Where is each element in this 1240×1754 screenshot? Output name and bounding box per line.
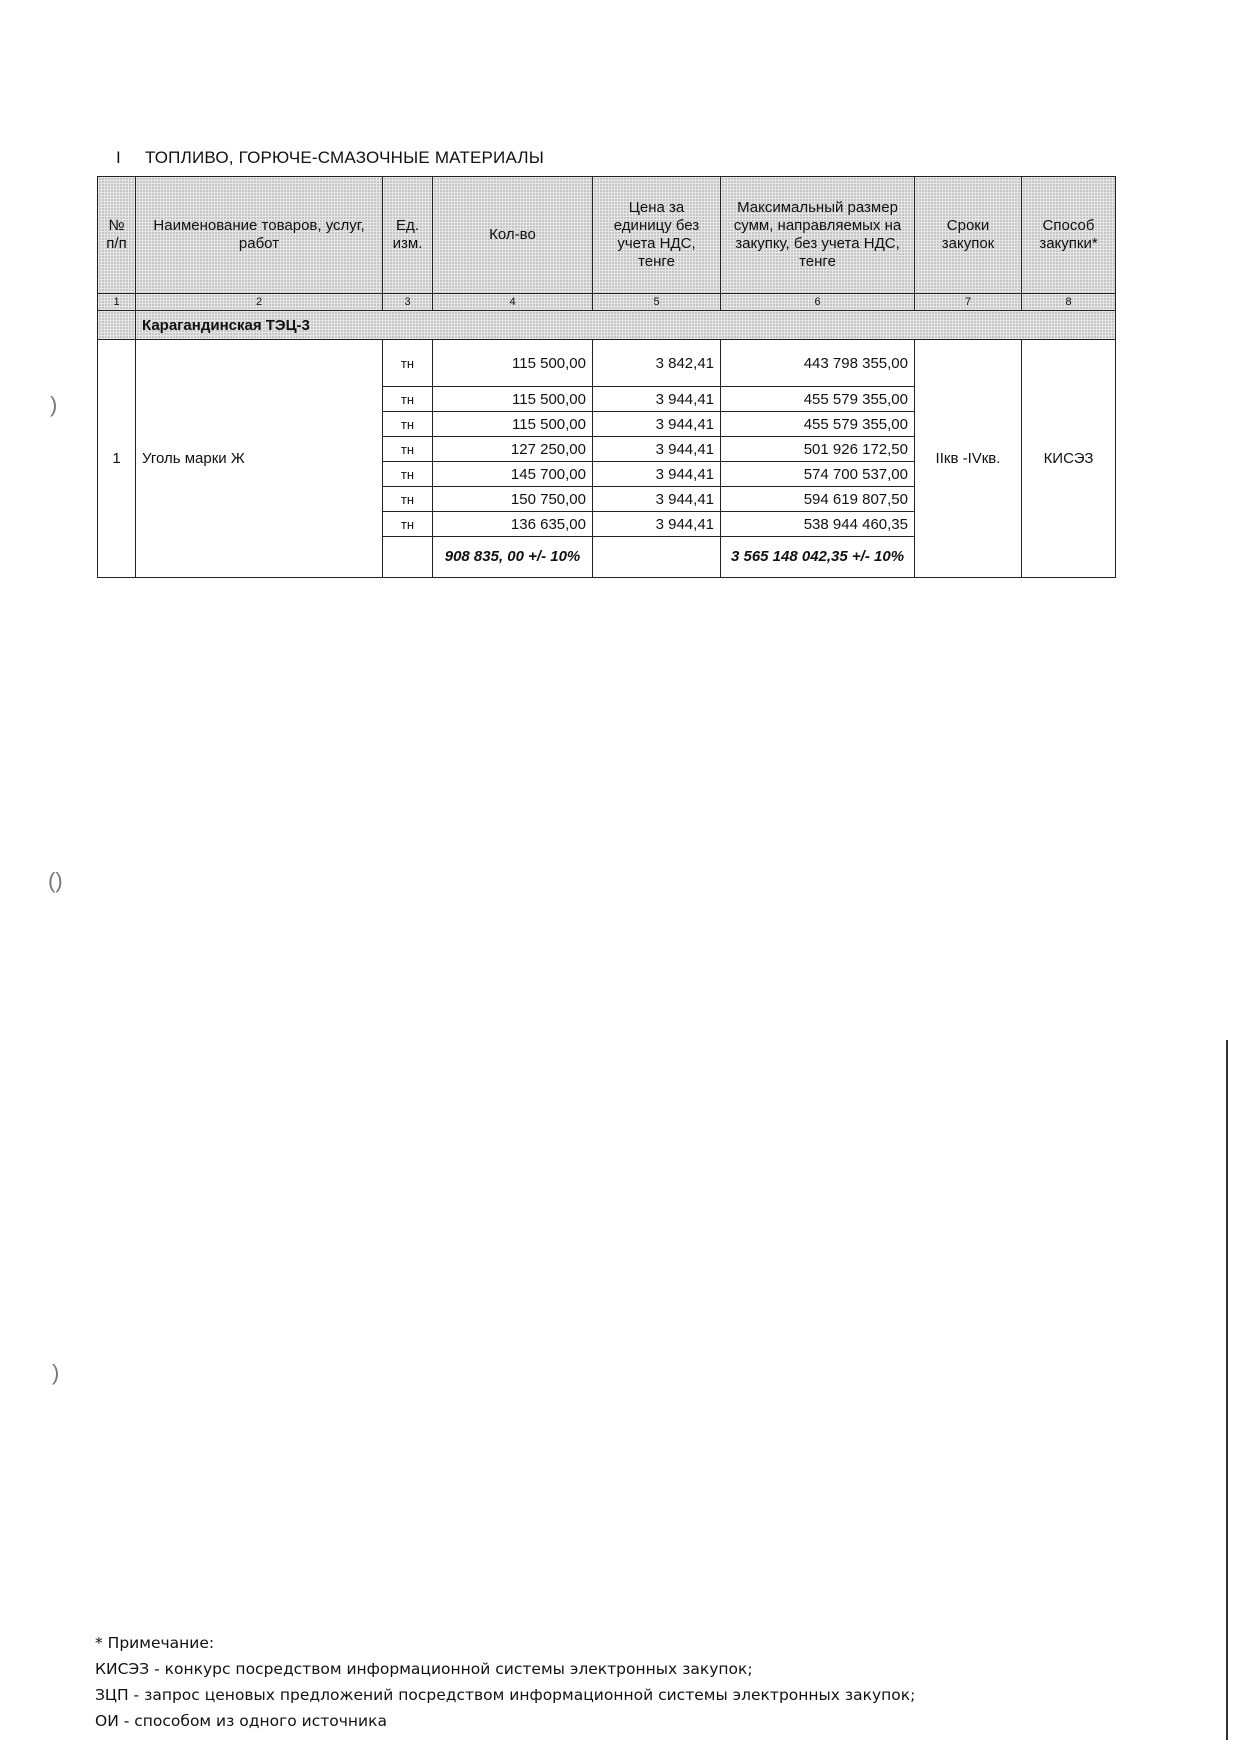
row-unit: тн — [383, 387, 433, 412]
row-price: 3 944,41 — [593, 512, 721, 537]
item-name: Уголь марки Ж — [136, 340, 383, 578]
row-qty: 136 635,00 — [433, 512, 593, 537]
column-index-row — [98, 294, 1116, 311]
footnote-line: ЗЦП - запрос ценовых предложений посредством информационной системы электронных закупок; — [95, 1686, 916, 1704]
item-number: 1 — [98, 340, 136, 578]
section-title — [116, 148, 544, 168]
header-unit: Ед. изм. — [383, 177, 433, 294]
row-qty: 145 700,00 — [433, 462, 593, 487]
row-price: 3 944,41 — [593, 387, 721, 412]
header-method: Способ закупки* — [1022, 177, 1116, 294]
column-index: 6 — [721, 294, 915, 311]
header-max-sum: Максимальный размер сумм, направляемых на закупку, без учета НДС, тенге — [721, 177, 915, 294]
footnote-line: ОИ - способом из одного источника — [95, 1712, 387, 1730]
column-index: 2 — [136, 294, 383, 311]
row-sum: 443 798 355,00 — [721, 340, 915, 387]
row-price: 3 944,41 — [593, 487, 721, 512]
row-unit: тн — [383, 487, 433, 512]
row-qty: 115 500,00 — [433, 340, 593, 387]
row-qty: 150 750,00 — [433, 487, 593, 512]
row-sum: 538 944 460,35 — [721, 512, 915, 537]
item-terms: IIкв -IVкв. — [915, 340, 1022, 578]
column-index: 5 — [593, 294, 721, 311]
row-unit: тн — [383, 512, 433, 537]
row-qty: 115 500,00 — [433, 387, 593, 412]
row-sum: 594 619 807,50 — [721, 487, 915, 512]
footnote-heading: * Примечание: — [95, 1634, 215, 1652]
group-label: Карагандинская ТЭЦ-3 — [136, 311, 1116, 340]
footnotes — [95, 1630, 915, 1734]
section-title-text: ТОПЛИВО, ГОРЮЧЕ-СМАЗОЧНЫЕ МАТЕРИАЛЫ — [144, 148, 544, 167]
row-unit: тн — [383, 437, 433, 462]
header-qty: Кол-во — [433, 177, 593, 294]
column-index: 1 — [98, 294, 136, 311]
footnote-line: КИСЭЗ - конкурс посредством информационной системы электронных закупок; — [95, 1660, 753, 1678]
row-sum: 455 579 355,00 — [721, 412, 915, 437]
column-index: 8 — [1022, 294, 1116, 311]
row-unit: тн — [383, 462, 433, 487]
scan-edge-line — [1226, 1040, 1228, 1740]
row-sum: 574 700 537,00 — [721, 462, 915, 487]
group-row — [98, 311, 1116, 340]
column-index: 3 — [383, 294, 433, 311]
header-name: Наименование товаров, услуг, работ — [136, 177, 383, 294]
procurement-table — [97, 176, 1116, 578]
header-terms: Сроки закупок — [915, 177, 1022, 294]
row-price: 3 842,41 — [593, 340, 721, 387]
hole-punch-mark: ) — [50, 392, 58, 417]
column-index: 4 — [433, 294, 593, 311]
section-number: I — [116, 148, 121, 167]
header-price: Цена за единицу без учета НДС, тенге — [593, 177, 721, 294]
row-qty: 127 250,00 — [433, 437, 593, 462]
row-qty: 115 500,00 — [433, 412, 593, 437]
row-price: 3 944,41 — [593, 437, 721, 462]
total-qty: 908 835, 00 +/- 10% — [433, 537, 593, 578]
row-sum: 455 579 355,00 — [721, 387, 915, 412]
header-num: № п/п — [98, 177, 136, 294]
column-index: 7 — [915, 294, 1022, 311]
total-sum: 3 565 148 042,35 +/- 10% — [721, 537, 915, 578]
row-unit: тн — [383, 340, 433, 387]
row-price: 3 944,41 — [593, 412, 721, 437]
table-row — [98, 340, 1116, 387]
row-price: 3 944,41 — [593, 462, 721, 487]
hole-punch-mark: () — [48, 868, 63, 893]
hole-punch-mark: ) — [52, 1360, 60, 1385]
row-unit: тн — [383, 412, 433, 437]
table-header-row — [98, 177, 1116, 294]
row-sum: 501 926 172,50 — [721, 437, 915, 462]
item-method: КИСЭЗ — [1022, 340, 1116, 578]
